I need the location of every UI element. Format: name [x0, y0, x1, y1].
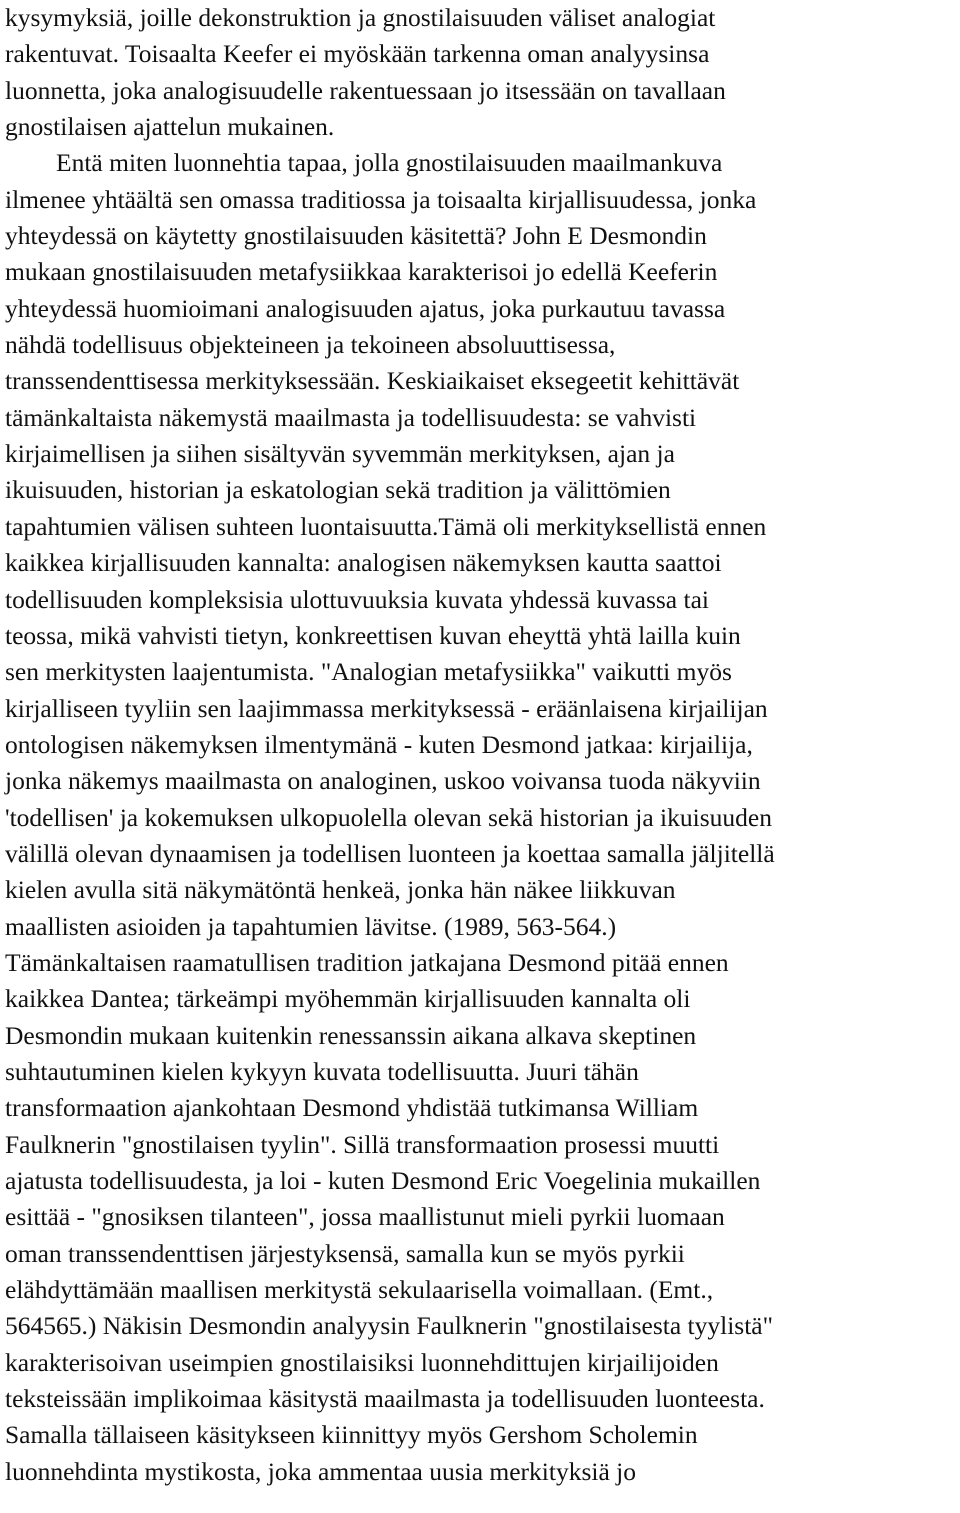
text-line: kysymyksiä, joille dekonstruktion ja gnostilaisuuden väliset analogiat: [5, 3, 716, 32]
text-line: välillä olevan dynaamisen ja todellisen luonteen ja koettaa samalla jäljitellä: [5, 838, 775, 868]
text-line: transsendenttisessa merkityksessään. Keskiaikaiset eksegeetit kehittävät: [5, 366, 740, 396]
text-line: kaikkea Dantea; tärkeämpi myöhemmän kirjallisuuden kannalta oli: [5, 984, 691, 1014]
paragraph-2: [5, 145, 960, 1490]
text-line: esittää - "gnosiksen tilanteen", jossa maallistunut mieli pyrkii luomaan: [5, 1202, 725, 1232]
text-line: Faulknerin "gnostilaisen tyylin". Sillä transformaation prosessi muutti: [5, 1129, 720, 1159]
text-line: Desmondin mukaan kuitenkin renessanssin aikana alkava skeptinen: [5, 1020, 697, 1050]
text-line: suhtautuminen kielen kykyyn kuvata todellisuutta. Juuri tähän: [5, 1056, 639, 1086]
text-line: nähdä todellisuus objekteineen ja tekoineen absoluuttisessa,: [5, 330, 616, 360]
paragraph-1: [5, 0, 960, 145]
text-line: ikuisuuden, historian ja eskatologian sekä tradition ja välittömien: [5, 475, 671, 505]
text-line: jonka näkemys maailmasta on analoginen, uskoo voivansa tuoda näkyviin: [5, 766, 761, 796]
text-line: luonnetta, joka analogisuudelle rakentuessaan jo itsessään on tavallaan: [5, 75, 726, 105]
text-line: maallisten asioiden ja tapahtumien lävitse. (1989, 563-564.): [5, 911, 617, 941]
text-line: ilmenee yhtäältä sen omassa traditiossa ja toisaalta kirjallisuudessa, jonka: [5, 184, 757, 214]
text-line: todellisuuden kompleksisia ulottuvuuksia kuvata yhdessä kuvassa tai: [5, 584, 709, 614]
text-line: Samalla tällaiseen käsitykseen kiinnittyy myös Gershom Scholemin: [5, 1420, 698, 1450]
text-line: sen merkitysten laajentumista. "Analogian metafysiikka" vaikutti myös: [5, 657, 732, 687]
text-line: Tämänkaltaisen raamatullisen tradition jatkajana Desmond pitää ennen: [5, 947, 729, 977]
text-line: yhteydessä huomioimani analogisuuden ajatus, joka purkautuu tavassa: [5, 293, 726, 323]
text-line: luonnehdinta mystikosta, joka ammentaa uusia merkityksiä jo: [5, 1456, 637, 1486]
text-line: tämänkaltaista näkemystä maailmasta ja todellisuudesta: se vahvisti: [5, 402, 697, 432]
text-line: kaikkea kirjallisuuden kannalta: analogisen näkemyksen kautta saattoi: [5, 548, 722, 578]
text-line: ontologisen näkemyksen ilmentymänä - kuten Desmond jatkaa: kirjailija,: [5, 729, 753, 759]
text-line: elähdyttämään maallisen merkitystä sekulaarisella voimallaan. (Emt.,: [5, 1275, 714, 1305]
text-line: kirjalliseen tyyliin sen laajimmassa merkityksessä - eräänlaisena kirjailijan: [5, 693, 768, 723]
text-line: teksteissään implikoimaa käsitystä maailmasta ja todellisuuden luonteesta.: [5, 1384, 765, 1414]
text-line: 'todellisen' ja kokemuksen ulkopuolella olevan sekä historian ja ikuisuuden: [5, 802, 772, 832]
text-line: tapahtumien välisen suhteen luontaisuutta.Tämä oli merkityksellistä ennen: [5, 511, 767, 541]
text-line: ajatusta todellisuudesta, ja loi - kuten Desmond Eric Voegelinia mukaillen: [5, 1166, 761, 1195]
text-line: rakentuvat. Toisaalta Keefer ei myöskään tarkenna oman analyysinsa: [5, 39, 710, 69]
text-line: kirjaimellisen ja siihen sisältyvän syvemmän merkityksen, ajan ja: [5, 439, 675, 469]
text-line: gnostilaisen ajattelun mukainen.: [5, 112, 335, 142]
text-line: oman transsendenttisen järjestyksensä, samalla kun se myös pyrkii: [5, 1238, 685, 1268]
text-line: Entä miten luonnehtia tapaa, jolla gnostilaisuuden maailmankuva: [5, 148, 723, 178]
text-line: teossa, mikä vahvisti tietyn, konkreettisen kuvan eheyttä yhtä lailla kuin: [5, 620, 741, 650]
text-line: karakterisoivan useimpien gnostilaisiksi luonnehdittujen kirjailijoiden: [5, 1347, 719, 1377]
text-line: mukaan gnostilaisuuden metafysiikkaa karakterisoi jo edellä Keeferin: [5, 257, 718, 287]
text-line: yhteydessä on käytetty gnostilaisuuden käsitettä? John E Desmondin: [5, 221, 707, 251]
text-line: 564565.) Näkisin Desmondin analyysin Faulknerin "gnostilaisesta tyylistä": [5, 1311, 774, 1341]
text-line: transformaation ajankohtaan Desmond yhdistää tutkimansa William: [5, 1093, 699, 1123]
text-line: kielen avulla sitä näkymätöntä henkeä, jonka hän näkee liikkuvan: [5, 875, 676, 905]
